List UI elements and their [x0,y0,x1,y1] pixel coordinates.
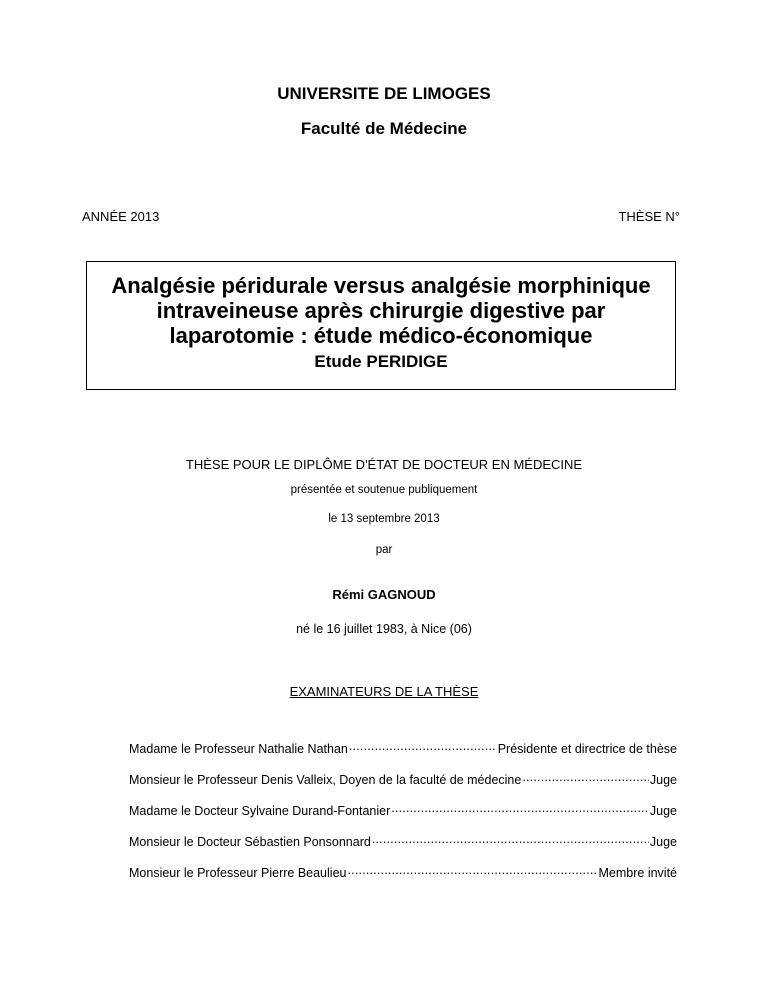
dot-leader [372,832,649,846]
diploma-statement: THÈSE POUR LE DIPLÔME D'ÉTAT DE DOCTEUR EN MÉDECINE [185,457,583,472]
examiner-name: Monsieur le Professeur Pierre Beaulieu [129,866,347,880]
author-name: Rémi GAGNOUD [332,587,436,602]
examiner-role: Juge [649,773,677,787]
examiner-role: Membre invité [598,866,677,880]
presentation-statement: présentée et soutenue publiquement [290,484,478,496]
author-birth: né le 16 juillet 1983, à Nice (06) [296,622,472,636]
dot-leader [349,739,497,753]
thesis-subtitle: Etude PERIDIGE [314,352,448,371]
examiner-role: Juge [649,804,677,818]
examiner-name: Monsieur le Docteur Sébastien Ponsonnard [129,835,371,849]
by-label: par [375,544,393,556]
examiner-name: Monsieur le Professeur Denis Valleix, Doyen de la faculté de médecine [129,773,522,787]
defense-date: le 13 septembre 2013 [328,513,440,525]
dot-leader [522,770,649,784]
examiners-list [129,739,677,894]
dot-leader [347,863,597,877]
thesis-year: ANNÉE 2013 [82,209,160,224]
examiner-role: Juge [649,835,677,849]
examiner-row [129,739,677,770]
thesis-number: THÈSE N° [618,209,680,224]
thesis-title-box [86,261,676,390]
examiner-name: Madame le Professeur Nathalie Nathan [129,742,348,756]
examiner-row [129,832,677,863]
thesis-title-line-1: Analgésie péridurale versus analgésie morphinique [111,273,651,298]
examiner-role: Présidente et directrice de thèse [497,742,677,756]
university-name: UNIVERSITE DE LIMOGES [277,84,491,103]
faculty-name: Faculté de Médecine [300,119,468,138]
examiner-row [129,801,677,832]
examiner-name: Madame le Docteur Sylvaine Durand-Fontanier [129,804,391,818]
examiners-heading [0,684,768,699]
examiner-row [129,863,677,894]
examiner-row [129,770,677,801]
examiners-heading-text: EXAMINATEURS DE LA THÈSE [289,684,479,699]
thesis-title-line-3: laparotomie : étude médico-économique [169,323,593,348]
thesis-title-line-2: intraveineuse après chirurgie digestive par [156,298,606,323]
dot-leader [391,801,649,815]
thesis-title [87,273,675,348]
